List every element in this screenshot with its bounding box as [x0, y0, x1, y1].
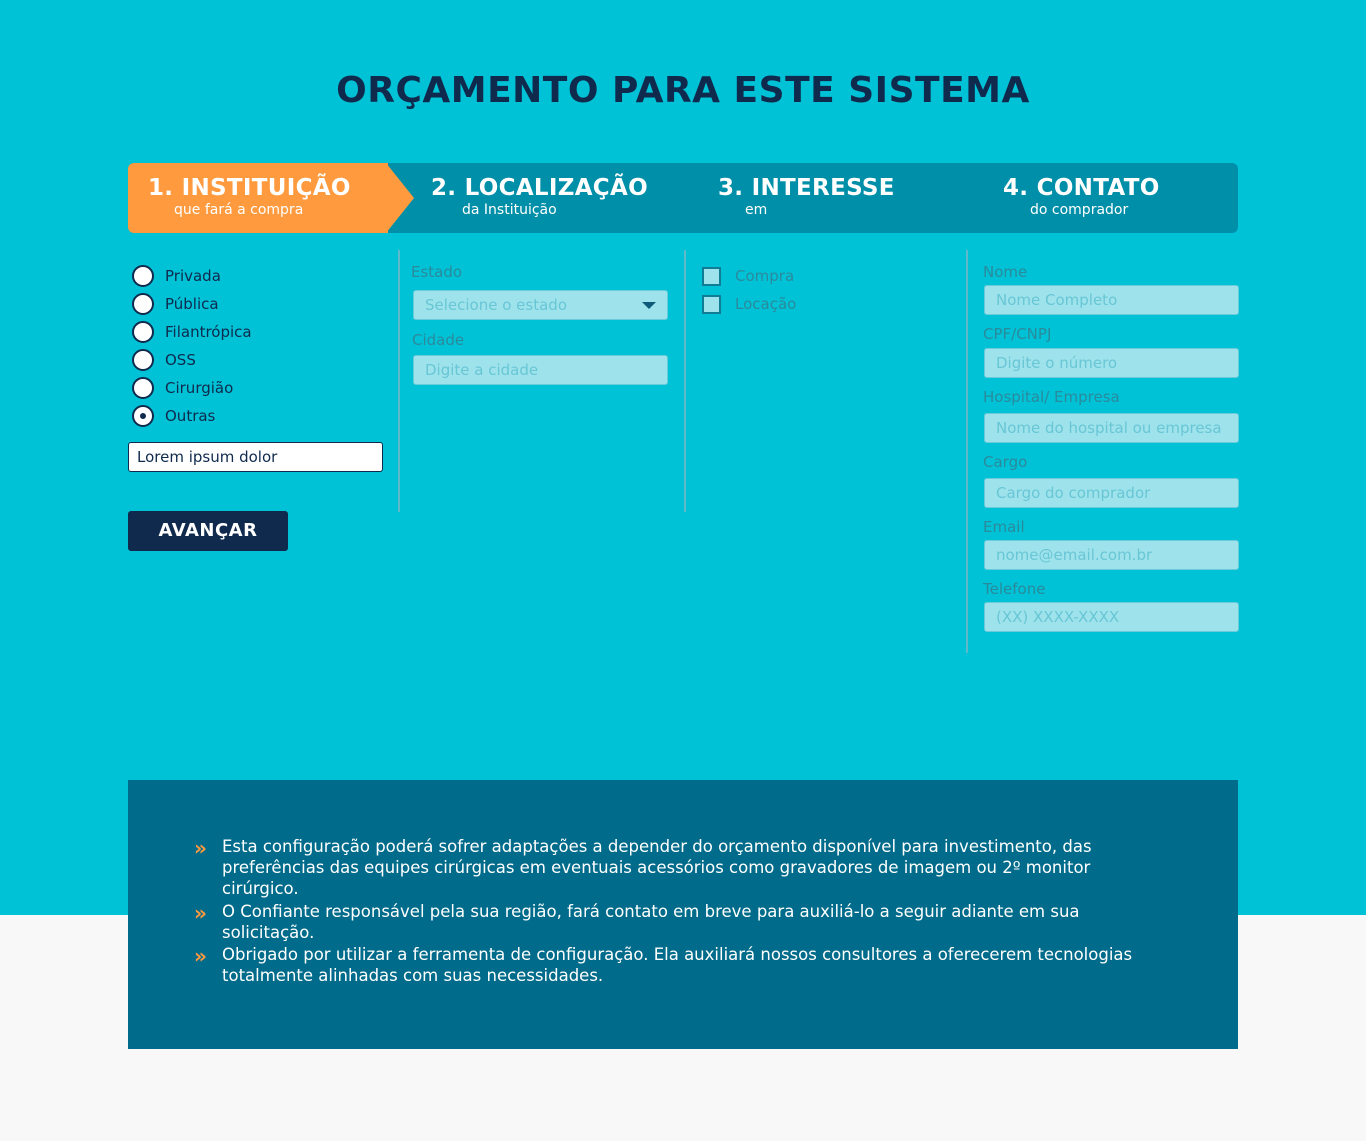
- info-text: Obrigado por utilizar a ferramenta de configuração. Ela auxiliará nossos consultores a oferecerem tecnologias totalmente alinhadas com suas necessidades.: [222, 945, 1133, 985]
- checkbox-label: Compra: [735, 267, 795, 285]
- other-institution-input[interactable]: Lorem ipsum dolor: [128, 442, 383, 472]
- radio-label: Outras: [165, 407, 216, 425]
- radio-button-selected[interactable]: [132, 405, 154, 427]
- city-input[interactable]: Digite a cidade: [413, 355, 668, 385]
- company-label: Hospital/ Empresa: [983, 388, 1120, 406]
- email-input[interactable]: nome@email.com.br: [984, 540, 1239, 570]
- radio-option-cirurgiao[interactable]: [132, 377, 233, 399]
- step-subtitle: do comprador: [1030, 202, 1129, 218]
- steps-bar: [128, 163, 1238, 233]
- phone-label: Telefone: [983, 580, 1046, 598]
- radio-label: Cirurgião: [165, 379, 234, 397]
- step-title: 3. INTERESSE: [718, 175, 895, 201]
- radio-button[interactable]: [132, 293, 154, 315]
- checkbox[interactable]: [702, 267, 721, 286]
- cpf-cnpj-input[interactable]: Digite o número: [984, 348, 1239, 378]
- column-divider: [398, 250, 400, 512]
- info-text: Esta configuração poderá sofrer adaptações a depender do orçamento disponível para investimento, das preferências das equipes cirúrgicas em eventuais acessórios como gravadores de imagem ou 2º monitor cirúrgico.: [222, 837, 1092, 898]
- radio-button[interactable]: [132, 377, 154, 399]
- advance-button[interactable]: AVANÇAR: [128, 511, 288, 551]
- double-chevron-right-icon: »: [194, 944, 207, 968]
- radio-label: Pública: [165, 295, 219, 313]
- info-panel: [128, 780, 1238, 1049]
- step-subtitle: que fará a compra: [174, 202, 304, 218]
- step-subtitle: em: [745, 202, 768, 218]
- page-title: ORÇAMENTO PARA ESTE SISTEMA: [336, 70, 1030, 111]
- step-location[interactable]: [431, 175, 648, 218]
- radio-option-oss[interactable]: [132, 349, 196, 371]
- interest-option-compra[interactable]: [702, 266, 794, 286]
- radio-option-filantropica[interactable]: [132, 321, 252, 343]
- caret-down-icon: [642, 302, 656, 309]
- step-title: 4. CONTATO: [1003, 175, 1160, 201]
- step-title: 2. LOCALIZAÇÃO: [431, 175, 648, 201]
- step-interest[interactable]: [718, 175, 895, 218]
- double-chevron-right-icon: »: [194, 901, 207, 925]
- radio-option-outras[interactable]: [132, 405, 215, 427]
- radio-label: Filantrópica: [165, 323, 252, 341]
- state-select-placeholder: Selecione o estado: [425, 296, 568, 314]
- step-contact[interactable]: [1003, 175, 1160, 218]
- info-text: O Confiante responsável pela sua região, fará contato em breve para auxiliá-lo a seguir adiante em sua solicitação.: [222, 902, 1080, 942]
- radio-label: OSS: [165, 351, 196, 369]
- email-label: Email: [983, 518, 1025, 536]
- checkbox[interactable]: [702, 295, 721, 314]
- city-label: Cidade: [412, 331, 465, 349]
- role-label: Cargo: [983, 453, 1028, 471]
- info-item: [194, 901, 1154, 943]
- double-chevron-right-icon: »: [194, 836, 207, 860]
- step-institution[interactable]: [148, 175, 351, 218]
- radio-button[interactable]: [132, 349, 154, 371]
- role-input[interactable]: Cargo do comprador: [984, 478, 1239, 508]
- name-label: Nome: [983, 263, 1028, 281]
- column-divider: [966, 250, 968, 653]
- radio-button[interactable]: [132, 321, 154, 343]
- name-input[interactable]: Nome Completo: [984, 285, 1239, 315]
- active-step-arrow: [386, 163, 414, 233]
- state-label: Estado: [411, 263, 463, 281]
- company-input[interactable]: Nome do hospital ou empresa: [984, 413, 1239, 443]
- radio-option-privada[interactable]: [132, 265, 221, 287]
- step-subtitle: da Instituição: [462, 202, 557, 218]
- cpf-cnpj-label: CPF/CNPJ: [983, 325, 1052, 343]
- checkbox-label: Locação: [735, 295, 797, 313]
- phone-input[interactable]: (XX) XXXX-XXXX: [984, 602, 1239, 632]
- column-divider: [684, 250, 686, 512]
- interest-option-locacao[interactable]: [702, 294, 796, 314]
- radio-button[interactable]: [132, 265, 154, 287]
- info-item: [194, 836, 1154, 899]
- info-item: [194, 944, 1154, 986]
- state-select[interactable]: [413, 290, 668, 320]
- radio-option-publica[interactable]: [132, 293, 219, 315]
- radio-label: Privada: [165, 267, 221, 285]
- step-title: 1. INSTITUIÇÃO: [148, 175, 351, 201]
